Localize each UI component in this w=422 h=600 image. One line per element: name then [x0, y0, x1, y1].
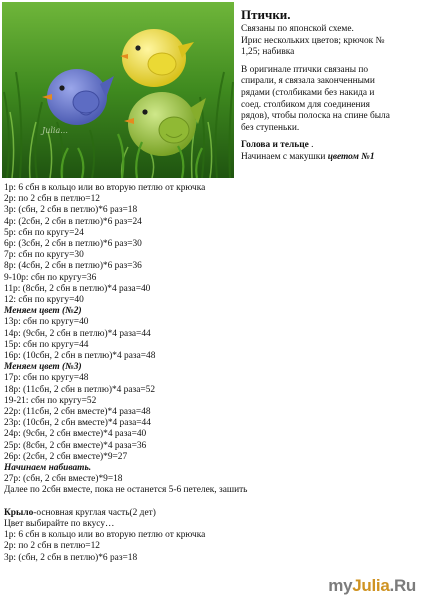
photo-watermark: Julia...	[42, 126, 68, 135]
section-start	[241, 140, 419, 163]
wing-rest: -основная круглая часть(2 дет)	[33, 507, 156, 518]
wing-section-header	[4, 508, 418, 519]
note-line: без ступеньки.	[241, 122, 300, 133]
instruction-row: 23р: (10сбн, 2 сбн вместе)*4 раза=44	[4, 418, 151, 429]
instruction-row: 13р: сбн по кругу=40	[4, 317, 89, 328]
instruction-row: 17р: сбн по кругу=48	[4, 373, 89, 384]
logo-part: .Ru	[389, 576, 416, 595]
instruction-row: 4р: (2сбн, 2 сбн в петлю)*6 раз=24	[4, 216, 142, 227]
note-line: В оригинале птички связаны по	[241, 64, 369, 75]
start-text: Начинаем с макушки	[241, 151, 328, 162]
instruction-rows	[4, 183, 418, 564]
site-logo	[328, 576, 416, 596]
instruction-row: Далее по 2сбн вместе, пока не останется 5-6 петелек, зашить	[4, 485, 248, 496]
instruction-row: 16р: (10сбн, 2 сбн в петлю)*4 раза=48	[4, 351, 156, 362]
note-text	[241, 65, 419, 135]
instruction-row: Цвет выбирайте по вкусу…	[4, 519, 115, 530]
materials-line: Ирис нескольких цветов; крючок №	[241, 35, 385, 46]
instruction-row: 26р: (2сбн, 2 сбн вместе)*9=27	[4, 451, 128, 462]
instruction-row: 24р: (9сбн, 2 сбн вместе)*4 раза=40	[4, 429, 147, 440]
instruction-row: 9-10р: сбн по кругу=36	[4, 272, 97, 283]
instruction-row: 1р: 6 сбн в кольцо или во вторую петлю от крючка	[4, 530, 206, 541]
instruction-row: 8р: (4сбн, 2 сбн в петлю)*6 раз=36	[4, 261, 142, 272]
instruction-row: 6р: (3сбн, 2 сбн в петлю)*6 раз=30	[4, 239, 142, 250]
birds-illustration	[2, 2, 234, 178]
note-line: рядов), чтобы полоска на спине была	[241, 111, 390, 122]
instruction-row: 11р: (8сбн, 2 сбн в петлю)*4 раза=40	[4, 283, 151, 294]
blank-line	[4, 497, 418, 508]
materials-line: Связаны по японской схеме.	[241, 24, 354, 34]
materials-line: 1,25; набивка	[241, 47, 295, 58]
note-line: рядами (столбиками без накида и	[241, 87, 375, 98]
instruction-row: 3р: (сбн, 2 сбн в петлю)*6 раз=18	[4, 552, 138, 563]
instruction-row: 22р: (11сбн, 2 сбн вместе)*4 раза=48	[4, 407, 151, 418]
logo-part: my	[328, 576, 353, 595]
section-header: Меняем цвет (№2)	[4, 306, 82, 317]
instruction-row: 15р: сбн по кругу=44	[4, 339, 89, 350]
instruction-row: 7р: сбн по кругу=30	[4, 250, 84, 261]
instruction-row: 1р: 6 сбн в кольцо или во вторую петлю от крючка	[4, 183, 206, 193]
start-color: цветом №1	[327, 151, 375, 162]
section-suffix: .	[308, 140, 314, 151]
materials-text	[241, 24, 419, 59]
instruction-row: 19-21: сбн по кругу=52	[4, 395, 97, 406]
instruction-row: 12: сбн по кругу=40	[4, 295, 84, 306]
note-line: спирали, я связала законченными	[241, 76, 375, 87]
instruction-row: 27р: (сбн, 2 сбн вместе)*9=18	[4, 474, 123, 485]
wing-label: Крыло	[4, 507, 34, 518]
instruction-row: 2р: по 2 сбн в петлю=12	[4, 541, 100, 552]
instruction-row: 14р: (9сбн, 2 сбн в петлю)*4 раза=44	[4, 328, 151, 339]
page-title: Птички.	[241, 7, 291, 22]
instruction-row: 5р: сбн по кругу=24	[4, 227, 84, 238]
note-line: соед. столбиком для соединения	[241, 99, 370, 110]
section-header: Меняем цвет (№3)	[4, 362, 82, 373]
logo-part: Julia	[352, 576, 390, 595]
intro-block	[241, 8, 419, 164]
section-header: Начинаем набивать.	[4, 463, 92, 474]
instruction-row: 18р: (11сбн, 2 сбн в петлю)*4 раза=52	[4, 384, 156, 395]
instruction-row: 2р: по 2 сбн в петлю=12	[4, 194, 100, 205]
section-heading: Голова и тельце	[241, 140, 309, 151]
instruction-row: 3р: (сбн, 2 сбн в петлю)*6 раз=18	[4, 205, 138, 216]
birds-photo	[2, 2, 234, 178]
instruction-row: 25р: (8сбн, 2 сбн вместе)*4 раза=36	[4, 440, 147, 451]
